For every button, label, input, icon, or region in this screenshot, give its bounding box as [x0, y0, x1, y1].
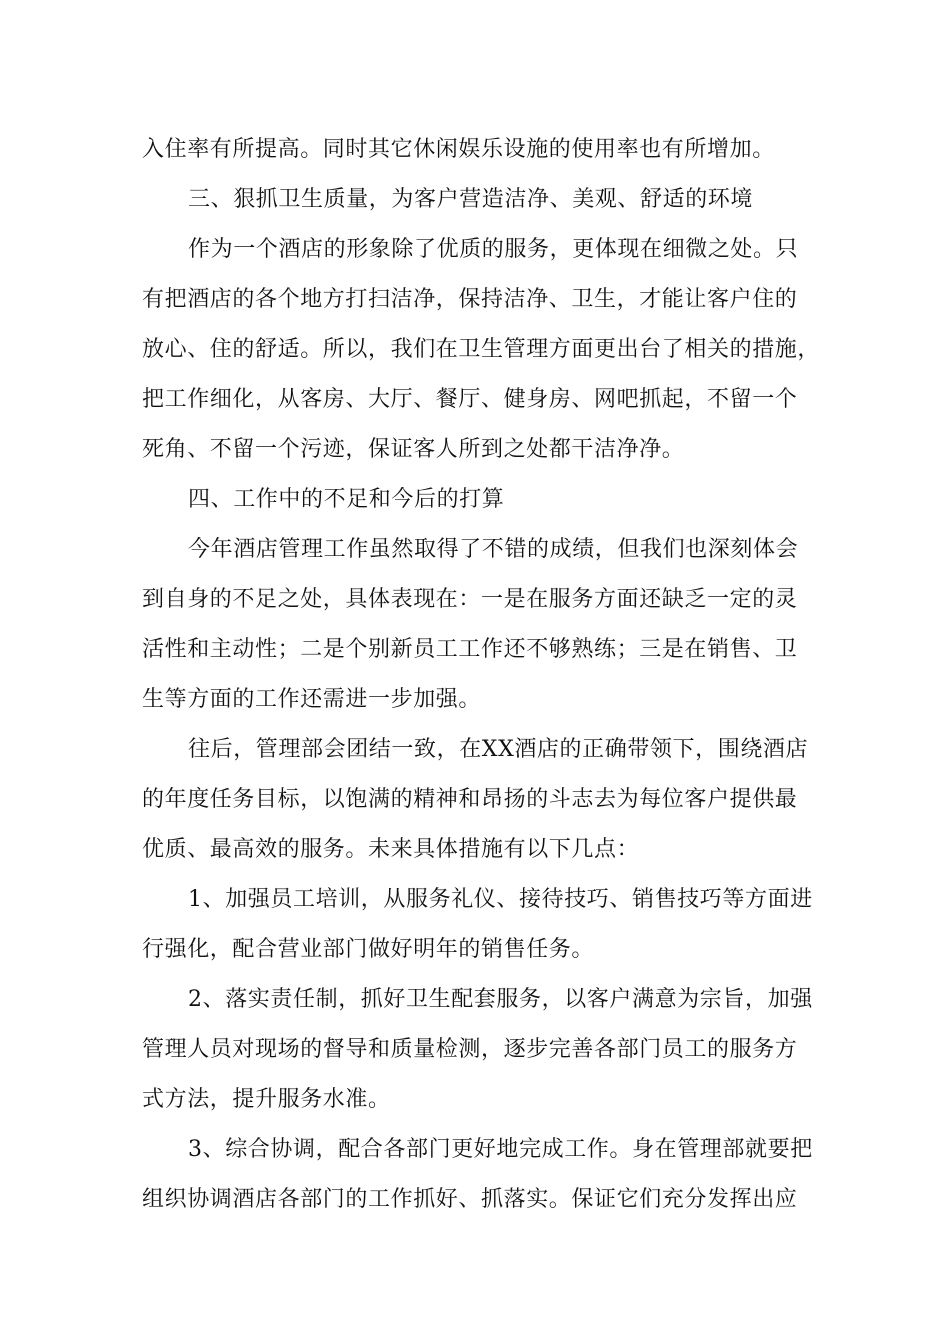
text-line: 入住率有所提高。同时其它休闲娱乐设施的使用率也有所增加。 [142, 137, 775, 162]
text-line: 式方法，提升服务水准。 [142, 1087, 391, 1112]
text-line: 放心、住的舒适。所以，我们在卫生管理方面更出台了相关的措施， [142, 337, 821, 362]
text-line: 今年酒店管理工作虽然取得了不错的成绩，但我们也深刻体会 [188, 537, 799, 562]
section-heading: 四、工作中的不足和今后的打算 [188, 487, 505, 512]
text-line: 活性和主动性；二是个别新员工工作还不够熟练；三是在销售、卫 [142, 637, 798, 662]
text-line: 优质、最高效的服务。未来具体措施有以下几点： [142, 837, 640, 862]
text-line: 管理人员对现场的督导和质量检测，逐步完善各部门员工的服务方 [142, 1037, 798, 1062]
text-line: 有把酒店的各个地方打扫洁净，保持洁净、卫生，才能让客户住的 [142, 287, 798, 312]
text-line: 生等方面的工作还需进一步加强。 [142, 687, 482, 712]
text-line: 作为一个酒店的形象除了优质的服务，更体现在细微之处。只 [188, 237, 799, 262]
section-heading: 三、狠抓卫生质量，为客户营造洁净、美观、舒适的环境 [188, 187, 754, 212]
text-line: 1、加强员工培训，从服务礼仪、接待技巧、销售技巧等方面进 [188, 887, 813, 912]
text-line: 组织协调酒店各部门的工作抓好、抓落实。保证它们充分发挥出应 [142, 1187, 798, 1212]
text-line: 死角、不留一个污迹，保证客人所到之处都干洁净净。 [142, 437, 685, 462]
text-line: 的年度任务目标，以饱满的精神和昂扬的斗志去为每位客户提供最 [142, 787, 798, 812]
text-line: 3、综合协调，配合各部门更好地完成工作。身在管理部就要把 [188, 1137, 813, 1162]
text-line: 把工作细化，从客房、大厅、餐厅、健身房、网吧抓起，不留一个 [142, 387, 798, 412]
text-line: 往后，管理部会团结一致，在XX酒店的正确带领下，围绕酒店 [188, 737, 809, 762]
text-line: 行强化，配合营业部门做好明年的销售任务。 [142, 937, 595, 962]
text-line: 2、落实责任制，抓好卫生配套服务，以客户满意为宗旨，加强 [188, 987, 813, 1012]
text-line: 到自身的不足之处，具体表现在：一是在服务方面还缺乏一定的灵 [142, 587, 798, 612]
